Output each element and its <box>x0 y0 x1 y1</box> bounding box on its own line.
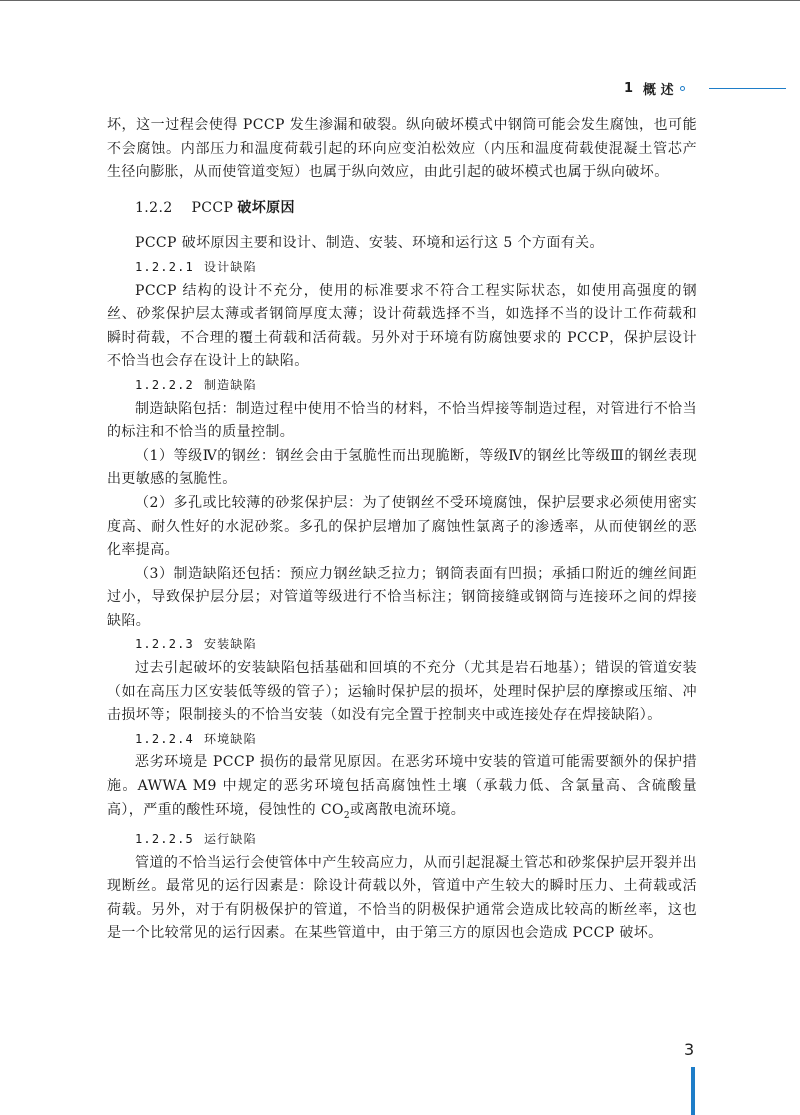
list-item: （1）等级Ⅳ的钢丝：钢丝会由于氢脆性而出现脆断，等级Ⅳ的钢丝比等级Ⅲ的钢丝表现出更敏感的氢脆性。 <box>107 447 697 488</box>
intro-paragraph: 坏，这一过程会使得 PCCP 发生渗漏和破裂。纵向破坏模式中钢筒可能会发生腐蚀，也可能不会腐蚀。内部压力和温度荷载引起的环向应变泊松效应（内压和温度荷载使混凝土管芯产生径向膨胀，从而使管道变短）也属于纵向效应，由此引起的破坏模式也属于纵向破坏。 <box>107 117 697 181</box>
subsection-heading <box>135 828 697 852</box>
list-item: （2）多孔或比较薄的砂浆保护层：为了使钢丝不受环境腐蚀，保护层要求必须使用密实度高、耐久性好的水泥砂浆。多孔的保护层增加了腐蚀性氯离子的渗透率，从而使钢丝的恶化率提高。 <box>107 494 697 559</box>
section-number: 1.2.2 <box>135 199 173 216</box>
paragraph: 制造缺陷包括：制造过程中使用不恰当的材料，不恰当焊接等制造过程，对管进行不恰当的标注和不恰当的质量控制。 <box>107 400 697 441</box>
section-intro-paragraph: PCCP 破坏原因主要和设计、制造、安装、环境和运行这 5 个方面有关。 <box>135 235 604 252</box>
subsection-title: 设计缺陷 <box>203 259 257 274</box>
paragraph: 管道的不恰当运行会使管体中产生较高应力，从而引起混凝土管芯和砂浆保护层开裂并出现断丝。最常见的运行因素是：除设计荷载以外，管道中产生较大的瞬时压力、土荷载或活荷载。另外，对于有阴极保护的管道，不恰当的阴极保护通常会造成比较高的断丝率，这也是一个比较常见的运行因素。在某些管道中，由于第三方的原因也会造成 PCCP 破坏。 <box>107 854 697 942</box>
running-header <box>624 78 685 98</box>
subsection-heading <box>135 374 697 398</box>
subsection-heading <box>135 728 697 752</box>
list-item: （3）制造缺陷还包括：预应力钢丝缺乏拉力；钢筒表面有凹损；承插口附近的缠丝间距过小，导致保护层分层；对管道等级进行不恰当标注；钢筒接缝或钢筒与连接环之间的焊接缺陷。 <box>107 565 697 629</box>
subsection-number: 1.2.2.2 <box>135 377 194 392</box>
paragraph-text: 或离散电流环境。 <box>349 801 466 818</box>
paragraph: 过去引起破坏的安装缺陷包括基础和回填的不充分（尤其是岩石地基）；错误的管道安装（如在高压力区安装低等级的管子）；运输时保护层的损坏，处理时保护层的摩擦或压缩、冲击损坏等；限制接头的不恰当安装（如没有完全置于控制夹中或连接处存在焊接缺陷）。 <box>107 660 697 724</box>
subsection-number: 1.2.2.1 <box>135 259 194 274</box>
page-body <box>107 114 697 946</box>
header-dot-icon <box>680 86 685 91</box>
subsection-title: 运行缺陷 <box>203 832 257 847</box>
paragraph-text: 恶劣环境是 PCCP 损伤的最常见原因。在恶劣环境中安装的管道可能需要额外的保护措施。AWWA M9 中规定的恶劣环境包括高腐蚀性土壤（承载力低、含氯量高、含硫酸量高），严重的酸性环境，侵蚀性的 CO <box>107 754 697 818</box>
top-rule <box>0 0 800 1</box>
page-edge-bar <box>691 1067 695 1115</box>
subsection-heading <box>135 633 697 657</box>
subscript: 2 <box>343 810 350 821</box>
subsection-number: 1.2.2.4 <box>135 731 194 746</box>
section-title: 破坏原因 <box>237 199 295 216</box>
paragraph <box>107 751 697 828</box>
section-title-prefix: PCCP <box>191 199 234 216</box>
section-heading-1-2-2 <box>135 197 697 221</box>
header-rule <box>709 88 786 89</box>
subsection-heading <box>135 256 697 280</box>
page-number: 3 <box>684 1040 695 1059</box>
chapter-title: 概 述 <box>643 82 674 98</box>
subsection-number: 1.2.2.3 <box>135 637 194 652</box>
subsection-number: 1.2.2.5 <box>135 832 194 847</box>
subsection-title: 环境缺陷 <box>203 731 257 746</box>
subsection-title: 安装缺陷 <box>203 637 257 652</box>
subsection-title: 制造缺陷 <box>203 377 257 392</box>
paragraph: PCCP 结构的设计不充分，使用的标准要求不符合工程实际状态，如使用高强度的钢丝、砂浆保护层太薄或者钢筒厚度太薄；设计荷载选择不当，如选择不当的设计工作荷载和瞬时荷载，不合理的覆土荷载和活荷载。另外对于环境有防腐蚀要求的 PCCP，保护层设计不恰当也会存在设计上的缺陷。 <box>107 282 697 370</box>
chapter-number: 1 <box>624 80 634 96</box>
